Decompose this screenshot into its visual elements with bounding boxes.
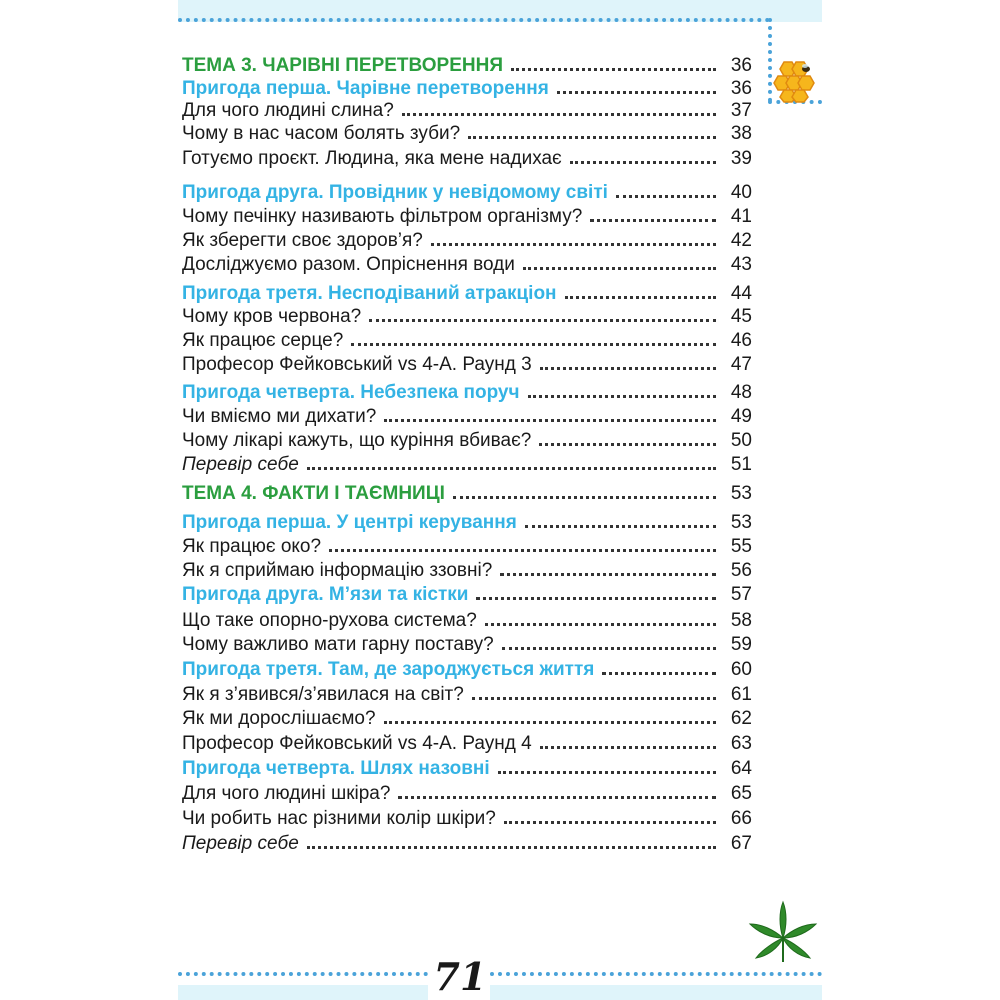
toc-page-number: 64	[730, 758, 752, 779]
toc-adventure-row	[182, 656, 752, 682]
toc-page-number: 66	[730, 808, 752, 829]
toc-title: Для чого людині шкіра?	[182, 783, 391, 804]
toc-page-number: 50	[730, 430, 752, 451]
toc-title: Пригода друга. Провідник у невідомому світі	[182, 182, 608, 203]
toc-self-check-row	[182, 830, 752, 856]
toc-title: Пригода четверта. Шлях назовні	[182, 758, 490, 779]
toc-page-number: 39	[730, 148, 752, 169]
toc-title: Чому кров червона?	[182, 306, 362, 327]
toc-leader-dots	[472, 697, 716, 700]
toc-title: Чому печінку називають фільтром організму?	[182, 206, 583, 227]
toc-leader-dots	[511, 68, 716, 71]
toc-leader-dots	[468, 136, 716, 139]
toc-page-number: 65	[730, 783, 752, 804]
toc-leader-dots	[590, 219, 716, 222]
toc-page-number: 44	[730, 283, 752, 304]
toc-page-number: 63	[730, 733, 752, 754]
toc-item-row	[182, 780, 752, 806]
toc-page-number: 36	[730, 78, 752, 99]
toc-title: Чи робить нас різними колір шкіри?	[182, 808, 496, 829]
toc-title: Професор Фейковський vs 4-А. Раунд 3	[182, 354, 532, 375]
toc-item-row	[182, 533, 752, 559]
toc-leader-dots	[384, 721, 716, 724]
bottom-left-dotted-border	[178, 972, 428, 976]
toc-item-row	[182, 327, 752, 353]
toc-title: Професор Фейковський vs 4-А. Раунд 4	[182, 733, 532, 754]
toc-leader-dots	[485, 623, 716, 626]
toc-item-row	[182, 203, 752, 229]
chestnut-leaf-icon	[746, 900, 820, 974]
bottom-band	[178, 985, 822, 1000]
toc-page-number: 51	[730, 454, 752, 475]
toc-title: Чому лікарі кажуть, що куріння вбиває?	[182, 430, 532, 451]
toc-page-number: 55	[730, 536, 752, 557]
toc-title: Перевір себе	[182, 454, 299, 475]
toc-page-number: 46	[730, 330, 752, 351]
toc-page-number: 57	[730, 584, 752, 605]
toc-leader-dots	[351, 343, 716, 346]
toc-leader-dots	[329, 549, 716, 552]
toc-page-number: 41	[730, 206, 752, 227]
toc-page-number: 42	[730, 230, 752, 251]
toc-item-row	[182, 227, 752, 253]
toc-title: Як працює серце?	[182, 330, 344, 351]
toc-adventure-row	[182, 509, 752, 535]
toc-page-number: 53	[730, 512, 752, 533]
toc-page-number: 48	[730, 382, 752, 403]
toc-adventure-row	[182, 179, 752, 205]
honeycomb-bee-icon	[770, 56, 818, 104]
toc-title: Як я сприймаю інформацію ззовні?	[182, 560, 493, 581]
toc-item-row	[182, 251, 752, 277]
toc-page-number: 43	[730, 254, 752, 275]
toc-page-number: 47	[730, 354, 752, 375]
toc-page-number: 56	[730, 560, 752, 581]
toc-leader-dots	[453, 496, 716, 499]
toc-title: ТЕМА 4. ФАКТИ І ТАЄМНИЦІ	[182, 483, 445, 504]
toc-page-number: 38	[730, 123, 752, 144]
toc-leader-dots	[384, 419, 716, 422]
toc-title: Як працює око?	[182, 536, 322, 557]
toc-item-row	[182, 145, 752, 171]
toc-title: Чому в нас часом болять зуби?	[182, 123, 461, 144]
toc-title: Пригода перша. У центрі керування	[182, 512, 517, 533]
toc-item-row	[182, 631, 752, 657]
toc-title: Пригода друга. М’язи та кістки	[182, 584, 469, 605]
toc-adventure-row	[182, 755, 752, 781]
toc-title: Досліджуємо разом. Опріснення води	[182, 254, 515, 275]
toc-page-number: 53	[730, 483, 752, 504]
toc-item-row	[182, 607, 752, 633]
toc-page-number: 58	[730, 610, 752, 631]
toc-title: Як зберегти своє здоров’я?	[182, 230, 423, 251]
toc-theme-row	[182, 480, 752, 506]
toc-item-row	[182, 120, 752, 146]
toc-title: Як я з’явився/з’явилася на світ?	[182, 684, 464, 705]
toc-adventure-row	[182, 379, 752, 405]
toc-title: Чому важливо мати гарну поставу?	[182, 634, 494, 655]
toc-page-number: 59	[730, 634, 752, 655]
toc-leader-dots	[570, 161, 716, 164]
toc-page-number: 61	[730, 684, 752, 705]
toc-leader-dots	[307, 846, 716, 849]
toc-leader-dots	[565, 296, 716, 299]
toc-leader-dots	[602, 672, 716, 675]
toc-item-row	[182, 403, 752, 429]
toc-title: Для чого людині слина?	[182, 100, 394, 121]
toc-leader-dots	[402, 113, 716, 116]
toc-title: Пригода третя. Несподіваний атракціон	[182, 283, 557, 304]
toc-page-number: 60	[730, 659, 752, 680]
top-dotted-border	[178, 18, 770, 22]
toc-page-number: 36	[730, 55, 752, 76]
toc-item-row	[182, 705, 752, 731]
toc-leader-dots	[369, 319, 716, 322]
toc-title: Що таке опорно-рухова система?	[182, 610, 477, 631]
toc-item-row	[182, 681, 752, 707]
toc-item-row	[182, 730, 752, 756]
toc-title: Пригода третя. Там, де зароджується життя	[182, 659, 595, 680]
toc-leader-dots	[525, 525, 716, 528]
toc-leader-dots	[476, 597, 716, 600]
toc-title: ТЕМА 3. ЧАРІВНІ ПЕРЕТВОРЕННЯ	[182, 55, 504, 76]
toc-leader-dots	[540, 367, 716, 370]
toc-leader-dots	[307, 467, 716, 470]
toc-leader-dots	[616, 195, 716, 198]
toc-leader-dots	[557, 91, 716, 94]
toc-self-check-row	[182, 451, 752, 477]
toc-title: Готуємо проєкт. Людина, яка мене надихає	[182, 148, 562, 169]
toc-page-number: 40	[730, 182, 752, 203]
toc-item-row	[182, 805, 752, 831]
toc-title: Як ми дорослішаємо?	[182, 708, 376, 729]
toc-page-number: 37	[730, 100, 752, 121]
toc-page-number: 67	[730, 833, 752, 854]
toc-title: Пригода четверта. Небезпека поруч	[182, 382, 520, 403]
toc-leader-dots	[528, 395, 716, 398]
toc-leader-dots	[540, 746, 716, 749]
toc-item-row	[182, 303, 752, 329]
toc-title: Пригода перша. Чарівне перетворення	[182, 78, 549, 99]
toc-leader-dots	[523, 267, 716, 270]
page-number: 71	[433, 954, 487, 999]
toc-title: Чи вміємо ми дихати?	[182, 406, 377, 427]
toc-page-number: 45	[730, 306, 752, 327]
toc-leader-dots	[504, 821, 716, 824]
toc-leader-dots	[500, 573, 716, 576]
toc-item-row	[182, 557, 752, 583]
toc-leader-dots	[398, 796, 716, 799]
toc-title: Перевір себе	[182, 833, 299, 854]
toc-leader-dots	[502, 647, 716, 650]
toc-leader-dots	[431, 243, 716, 246]
toc-item-row	[182, 351, 752, 377]
toc-page-number: 49	[730, 406, 752, 427]
toc-page-number: 62	[730, 708, 752, 729]
toc-adventure-row	[182, 581, 752, 607]
toc-leader-dots	[498, 771, 716, 774]
toc-leader-dots	[539, 443, 716, 446]
toc-item-row	[182, 427, 752, 453]
